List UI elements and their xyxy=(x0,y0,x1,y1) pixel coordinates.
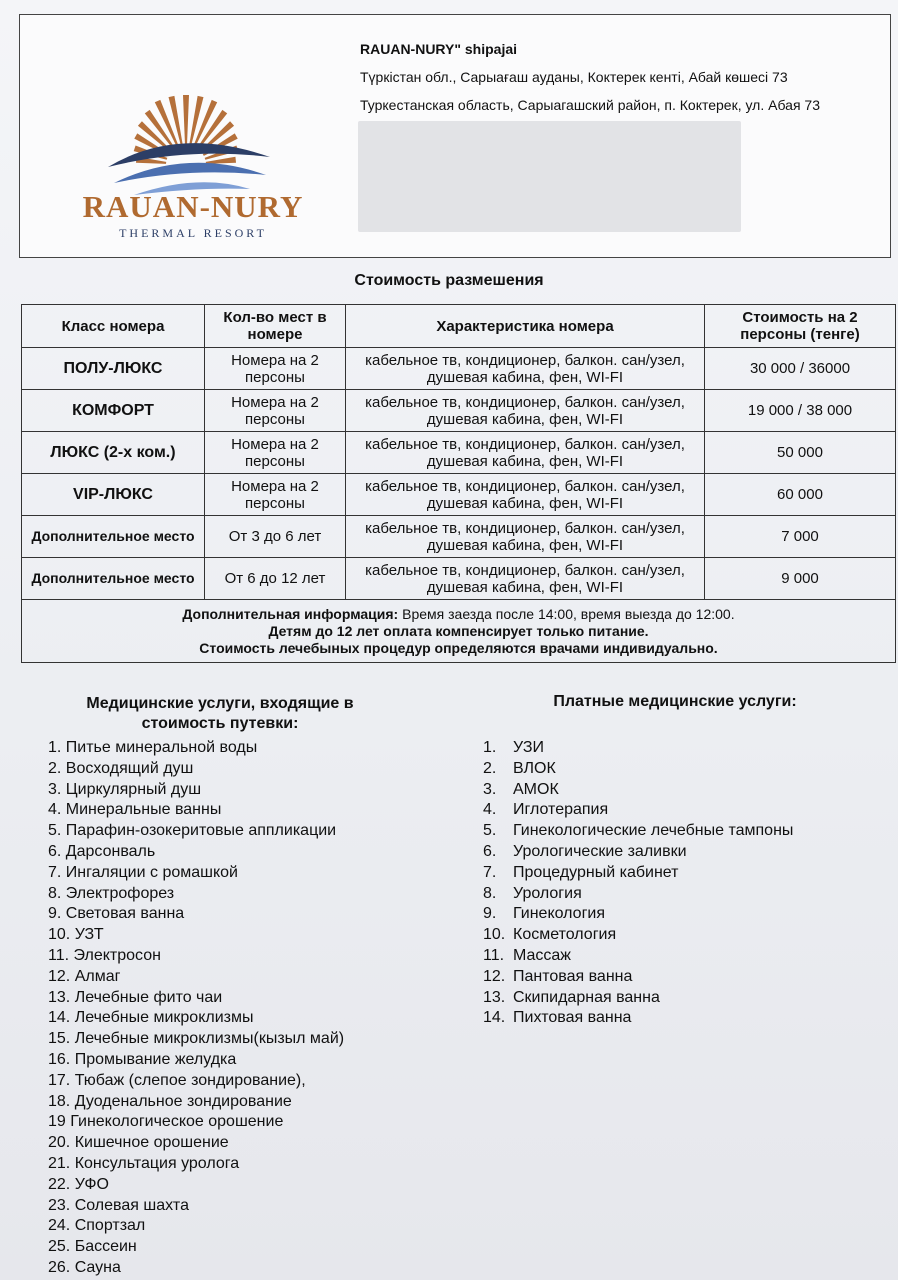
price-table xyxy=(21,304,896,663)
room-price: 50 000 xyxy=(705,432,896,474)
paid-services-title: Платные медицинские услуги: xyxy=(553,693,797,710)
note-line-2: Детям до 12 лет оплата компенсирует только питание. xyxy=(268,622,649,639)
item-number: 13. xyxy=(48,988,71,1006)
item-text: Урологические заливки xyxy=(513,842,687,860)
list-item xyxy=(483,780,793,801)
list-item xyxy=(48,863,344,884)
item-number: 2. xyxy=(483,759,497,777)
item-text: Ингаляции с ромашкой xyxy=(61,863,238,881)
table-row xyxy=(22,558,896,600)
room-features: кабельное тв, кондиционер, балкон. сан/узел, душевая кабина, фен, WI-FI xyxy=(346,390,705,432)
list-item xyxy=(48,1008,344,1029)
list-item xyxy=(48,738,344,759)
room-features: кабельное тв, кондиционер, балкон. сан/узел, душевая кабина, фен, WI-FI xyxy=(346,348,705,390)
item-text: УЗТ xyxy=(70,926,104,944)
item-text: Иглотерапия xyxy=(513,801,609,819)
table-row xyxy=(22,516,896,558)
header-features: Характеристика номера xyxy=(346,305,705,348)
item-number: 17. xyxy=(48,1071,71,1089)
sun-waves-logo-icon xyxy=(38,55,328,255)
item-text: Электрофорез xyxy=(61,884,175,902)
table-note-row xyxy=(22,600,896,663)
item-text: Тюбаж (слепое зондирование), xyxy=(70,1071,306,1089)
additional-info xyxy=(22,600,896,663)
list-item xyxy=(483,925,793,946)
item-number: 20. xyxy=(48,1134,71,1152)
item-number: 14. xyxy=(48,1009,71,1027)
item-number: 24. xyxy=(48,1217,71,1235)
list-item xyxy=(483,967,793,988)
list-item xyxy=(48,1196,344,1217)
item-text: Кишечное орошение xyxy=(70,1134,229,1152)
room-price: 30 000 / 36000 xyxy=(705,348,896,390)
item-text: Спортзал xyxy=(70,1217,146,1235)
list-item xyxy=(48,780,344,801)
item-text: Гинекология xyxy=(513,905,606,923)
list-item xyxy=(48,925,344,946)
item-number: 1. xyxy=(483,739,497,756)
item-text: Дуоденальное зондирование xyxy=(70,1092,292,1110)
room-class: Дополнительное место xyxy=(22,516,205,558)
logo-name: RAUAN-NURY xyxy=(82,189,304,224)
item-number: 11. xyxy=(48,946,70,964)
item-number: 13. xyxy=(483,988,506,1006)
list-item xyxy=(483,863,793,884)
room-class: ПОЛУ-ЛЮКС xyxy=(22,348,205,390)
list-item xyxy=(483,800,793,821)
list-item xyxy=(483,759,793,780)
item-number: 14. xyxy=(483,1009,506,1027)
list-item xyxy=(483,904,793,925)
list-item xyxy=(48,1071,344,1092)
item-text: Минеральные ванны xyxy=(61,801,222,819)
item-text: Парафин-озокеритовые аппликации xyxy=(61,822,337,840)
item-text: Циркулярный душ xyxy=(61,780,202,798)
list-item xyxy=(48,884,344,905)
list-item xyxy=(483,842,793,863)
item-text: Урология xyxy=(513,884,582,902)
paid-services-list xyxy=(483,738,793,1029)
item-number: 7. xyxy=(48,863,62,881)
item-number: 25. xyxy=(48,1238,71,1256)
item-text: Промывание желудка xyxy=(70,1050,237,1068)
room-features: кабельное тв, кондиционер, балкон. сан/узел, душевая кабина, фен, WI-FI xyxy=(346,474,705,516)
list-item xyxy=(48,988,344,1009)
item-number: 2. xyxy=(48,759,62,777)
item-number: 8. xyxy=(483,884,497,902)
room-places: Номера на 2 персоны xyxy=(205,348,346,390)
list-item xyxy=(48,946,344,967)
room-price: 19 000 / 38 000 xyxy=(705,390,896,432)
item-number: 4. xyxy=(483,801,497,819)
room-class: ЛЮКС (2-х ком.) xyxy=(22,432,205,474)
room-features: кабельное тв, кондиционер, балкон. сан/узел, душевая кабина, фен, WI-FI xyxy=(346,558,705,600)
included-services-list xyxy=(48,738,344,1279)
item-text: Процедурный кабинет xyxy=(513,863,679,881)
room-class: VIP-ЛЮКС xyxy=(22,474,205,516)
room-price: 9 000 xyxy=(705,558,896,600)
note-label: Дополнительная информация: xyxy=(182,605,399,622)
item-number: 19 xyxy=(48,1113,66,1131)
room-places: От 6 до 12 лет xyxy=(205,558,346,600)
item-number: 6. xyxy=(483,842,497,860)
item-number: 10. xyxy=(483,926,506,944)
table-row xyxy=(22,348,896,390)
item-number: 3. xyxy=(48,780,62,798)
item-text: Лечебные микроклизмы xyxy=(70,1009,254,1027)
list-item xyxy=(483,988,793,1009)
item-number: 7. xyxy=(483,863,497,881)
header-box xyxy=(19,14,891,258)
item-text: Скипидарная ванна xyxy=(513,988,660,1006)
item-number: 23. xyxy=(48,1196,71,1214)
logo-subtitle: THERMAL RESORT xyxy=(119,226,267,240)
room-places: От 3 до 6 лет xyxy=(205,516,346,558)
item-number: 4. xyxy=(48,801,62,819)
item-number: 15. xyxy=(48,1030,71,1048)
item-text: Бассеин xyxy=(70,1238,137,1256)
list-item xyxy=(48,1112,344,1133)
list-item xyxy=(48,800,344,821)
list-item xyxy=(483,884,793,905)
list-item xyxy=(48,1029,344,1050)
header-class: Класс номера xyxy=(22,305,205,348)
room-class: Дополнительное место xyxy=(22,558,205,600)
header-price: Стоимость на 2 персоны (тенге) xyxy=(705,305,896,348)
item-text: Косметология xyxy=(513,926,617,944)
room-places: Номера на 2 персоны xyxy=(205,432,346,474)
list-item xyxy=(48,967,344,988)
room-price: 60 000 xyxy=(705,474,896,516)
item-text: Дарсонваль xyxy=(61,842,156,860)
list-item xyxy=(483,821,793,842)
list-item xyxy=(48,1258,344,1279)
item-text: Солевая шахта xyxy=(70,1196,189,1214)
list-item xyxy=(48,1092,344,1113)
included-services-title xyxy=(40,694,400,734)
room-features: кабельное тв, кондиционер, балкон. сан/узел, душевая кабина, фен, WI-FI xyxy=(346,432,705,474)
item-number: 9. xyxy=(48,905,62,923)
header-places: Кол-во мест в номере xyxy=(205,305,346,348)
item-text: Сауна xyxy=(70,1258,121,1276)
item-text: Гинекологическое орошение xyxy=(65,1113,284,1131)
note-line-1: Время заезда после 14:00, время выезда до 12:00. xyxy=(398,605,735,622)
list-item xyxy=(48,1050,344,1071)
list-item xyxy=(48,1154,344,1175)
item-text: Алмаг xyxy=(70,967,121,985)
note-line-3: Стоимость лечебыных процедур определяются врачами индивидуально. xyxy=(199,639,718,656)
included-title-line-1: Медицинские услуги, входящие в xyxy=(86,695,354,712)
item-number: 11. xyxy=(483,946,505,964)
redacted-area xyxy=(358,121,741,232)
item-number: 5. xyxy=(48,822,62,840)
table-row xyxy=(22,474,896,516)
item-text: Питье минеральной воды xyxy=(61,739,258,756)
included-title-line-2: стоимость путевки: xyxy=(141,715,299,732)
list-item xyxy=(483,946,793,967)
table-header-row xyxy=(22,305,896,348)
item-number: 18. xyxy=(48,1092,71,1110)
table-row xyxy=(22,390,896,432)
item-text: Пихтовая ванна xyxy=(513,1009,632,1027)
list-item xyxy=(48,1175,344,1196)
room-places: Номера на 2 персоны xyxy=(205,474,346,516)
item-number: 5. xyxy=(483,822,497,840)
hotel-name: RAUAN-NURY" shipajai xyxy=(360,41,518,57)
list-item xyxy=(48,904,344,925)
item-text: Световая ванна xyxy=(61,905,185,923)
item-text: Лечебные фито чаи xyxy=(70,988,223,1006)
list-item xyxy=(48,1237,344,1258)
list-item xyxy=(48,1133,344,1154)
item-text: УФО xyxy=(70,1175,109,1193)
address-kazakh: Түркістан обл., Сарыағаш ауданы, Коктерек кенті, Абай көшесі 73 xyxy=(360,69,788,85)
room-price: 7 000 xyxy=(705,516,896,558)
list-item xyxy=(48,842,344,863)
list-item xyxy=(483,738,793,759)
item-text: Массаж xyxy=(513,946,572,964)
item-text: Гинекологические лечебные тампоны xyxy=(513,822,794,840)
list-item xyxy=(48,1216,344,1237)
list-item xyxy=(48,821,344,842)
item-number: 22. xyxy=(48,1175,71,1193)
item-number: 6. xyxy=(48,842,62,860)
item-number: 26. xyxy=(48,1258,71,1276)
room-class: КОМФОРТ xyxy=(22,390,205,432)
item-number: 3. xyxy=(483,780,497,798)
room-features: кабельное тв, кондиционер, балкон. сан/узел, душевая кабина, фен, WI-FI xyxy=(346,516,705,558)
item-text: Электросон xyxy=(69,946,161,964)
item-number: 10. xyxy=(48,926,71,944)
item-number: 8. xyxy=(48,884,62,902)
address-russian: Туркестанская область, Сарыагашский район, п. Коктерек, ул. Абая 73 xyxy=(360,97,820,113)
item-number: 12. xyxy=(48,967,71,985)
section-title: Стоимость размешения xyxy=(354,272,544,289)
item-number: 21. xyxy=(48,1154,71,1172)
item-text: Лечебные микроклизмы(кызыл май) xyxy=(70,1030,345,1048)
list-item xyxy=(48,759,344,780)
item-number: 9. xyxy=(483,905,497,923)
item-text: Пантовая ванна xyxy=(513,967,633,985)
item-text: Восходящий душ xyxy=(61,759,194,777)
item-number: 12. xyxy=(483,967,506,985)
table-row xyxy=(22,432,896,474)
item-text: УЗИ xyxy=(513,739,544,756)
room-places: Номера на 2 персоны xyxy=(205,390,346,432)
item-text: ВЛОК xyxy=(513,759,556,777)
list-item xyxy=(483,1008,793,1029)
item-number: 1. xyxy=(48,739,62,756)
item-text: Консультация уролога xyxy=(70,1154,240,1172)
item-number: 16. xyxy=(48,1050,71,1068)
item-text: АМОК xyxy=(513,780,559,798)
